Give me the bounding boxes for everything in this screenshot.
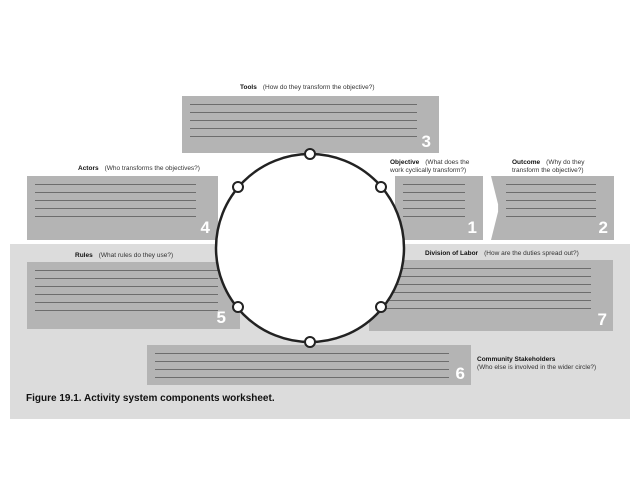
actors-label: Actors (Who transforms the objectives?) (78, 165, 200, 172)
figure-caption: Figure 19.1. Activity system components worksheet. (26, 393, 275, 404)
tools-number: 3 (421, 132, 431, 151)
outcome-label: Outcome (Why do they transform the objective?) (512, 159, 585, 174)
actors-number: 4 (200, 218, 210, 237)
node-top (305, 149, 315, 159)
division-number: 7 (597, 310, 607, 329)
center-circle (216, 154, 404, 342)
tools-label: Tools (How do they transform the objective?) (240, 84, 375, 91)
node-lower-left (233, 302, 243, 312)
node-lower-right (376, 302, 386, 312)
rules-label: Rules (What rules do they use?) (75, 252, 174, 259)
node-upper-right (376, 182, 386, 192)
outcome-number: 2 (598, 218, 608, 237)
node-bottom (305, 337, 315, 347)
node-upper-left (233, 182, 243, 192)
community-number: 6 (455, 364, 465, 383)
objective-number: 1 (467, 218, 477, 237)
objective-label: Objective (What does the work cyclically transform?) (390, 159, 470, 174)
rules-number: 5 (216, 308, 226, 327)
division-label: Division of Labor (How are the duties spread out?) (425, 250, 579, 257)
community-label: Community Stakeholders (Who else is involved in the wider circle?) (477, 356, 597, 371)
